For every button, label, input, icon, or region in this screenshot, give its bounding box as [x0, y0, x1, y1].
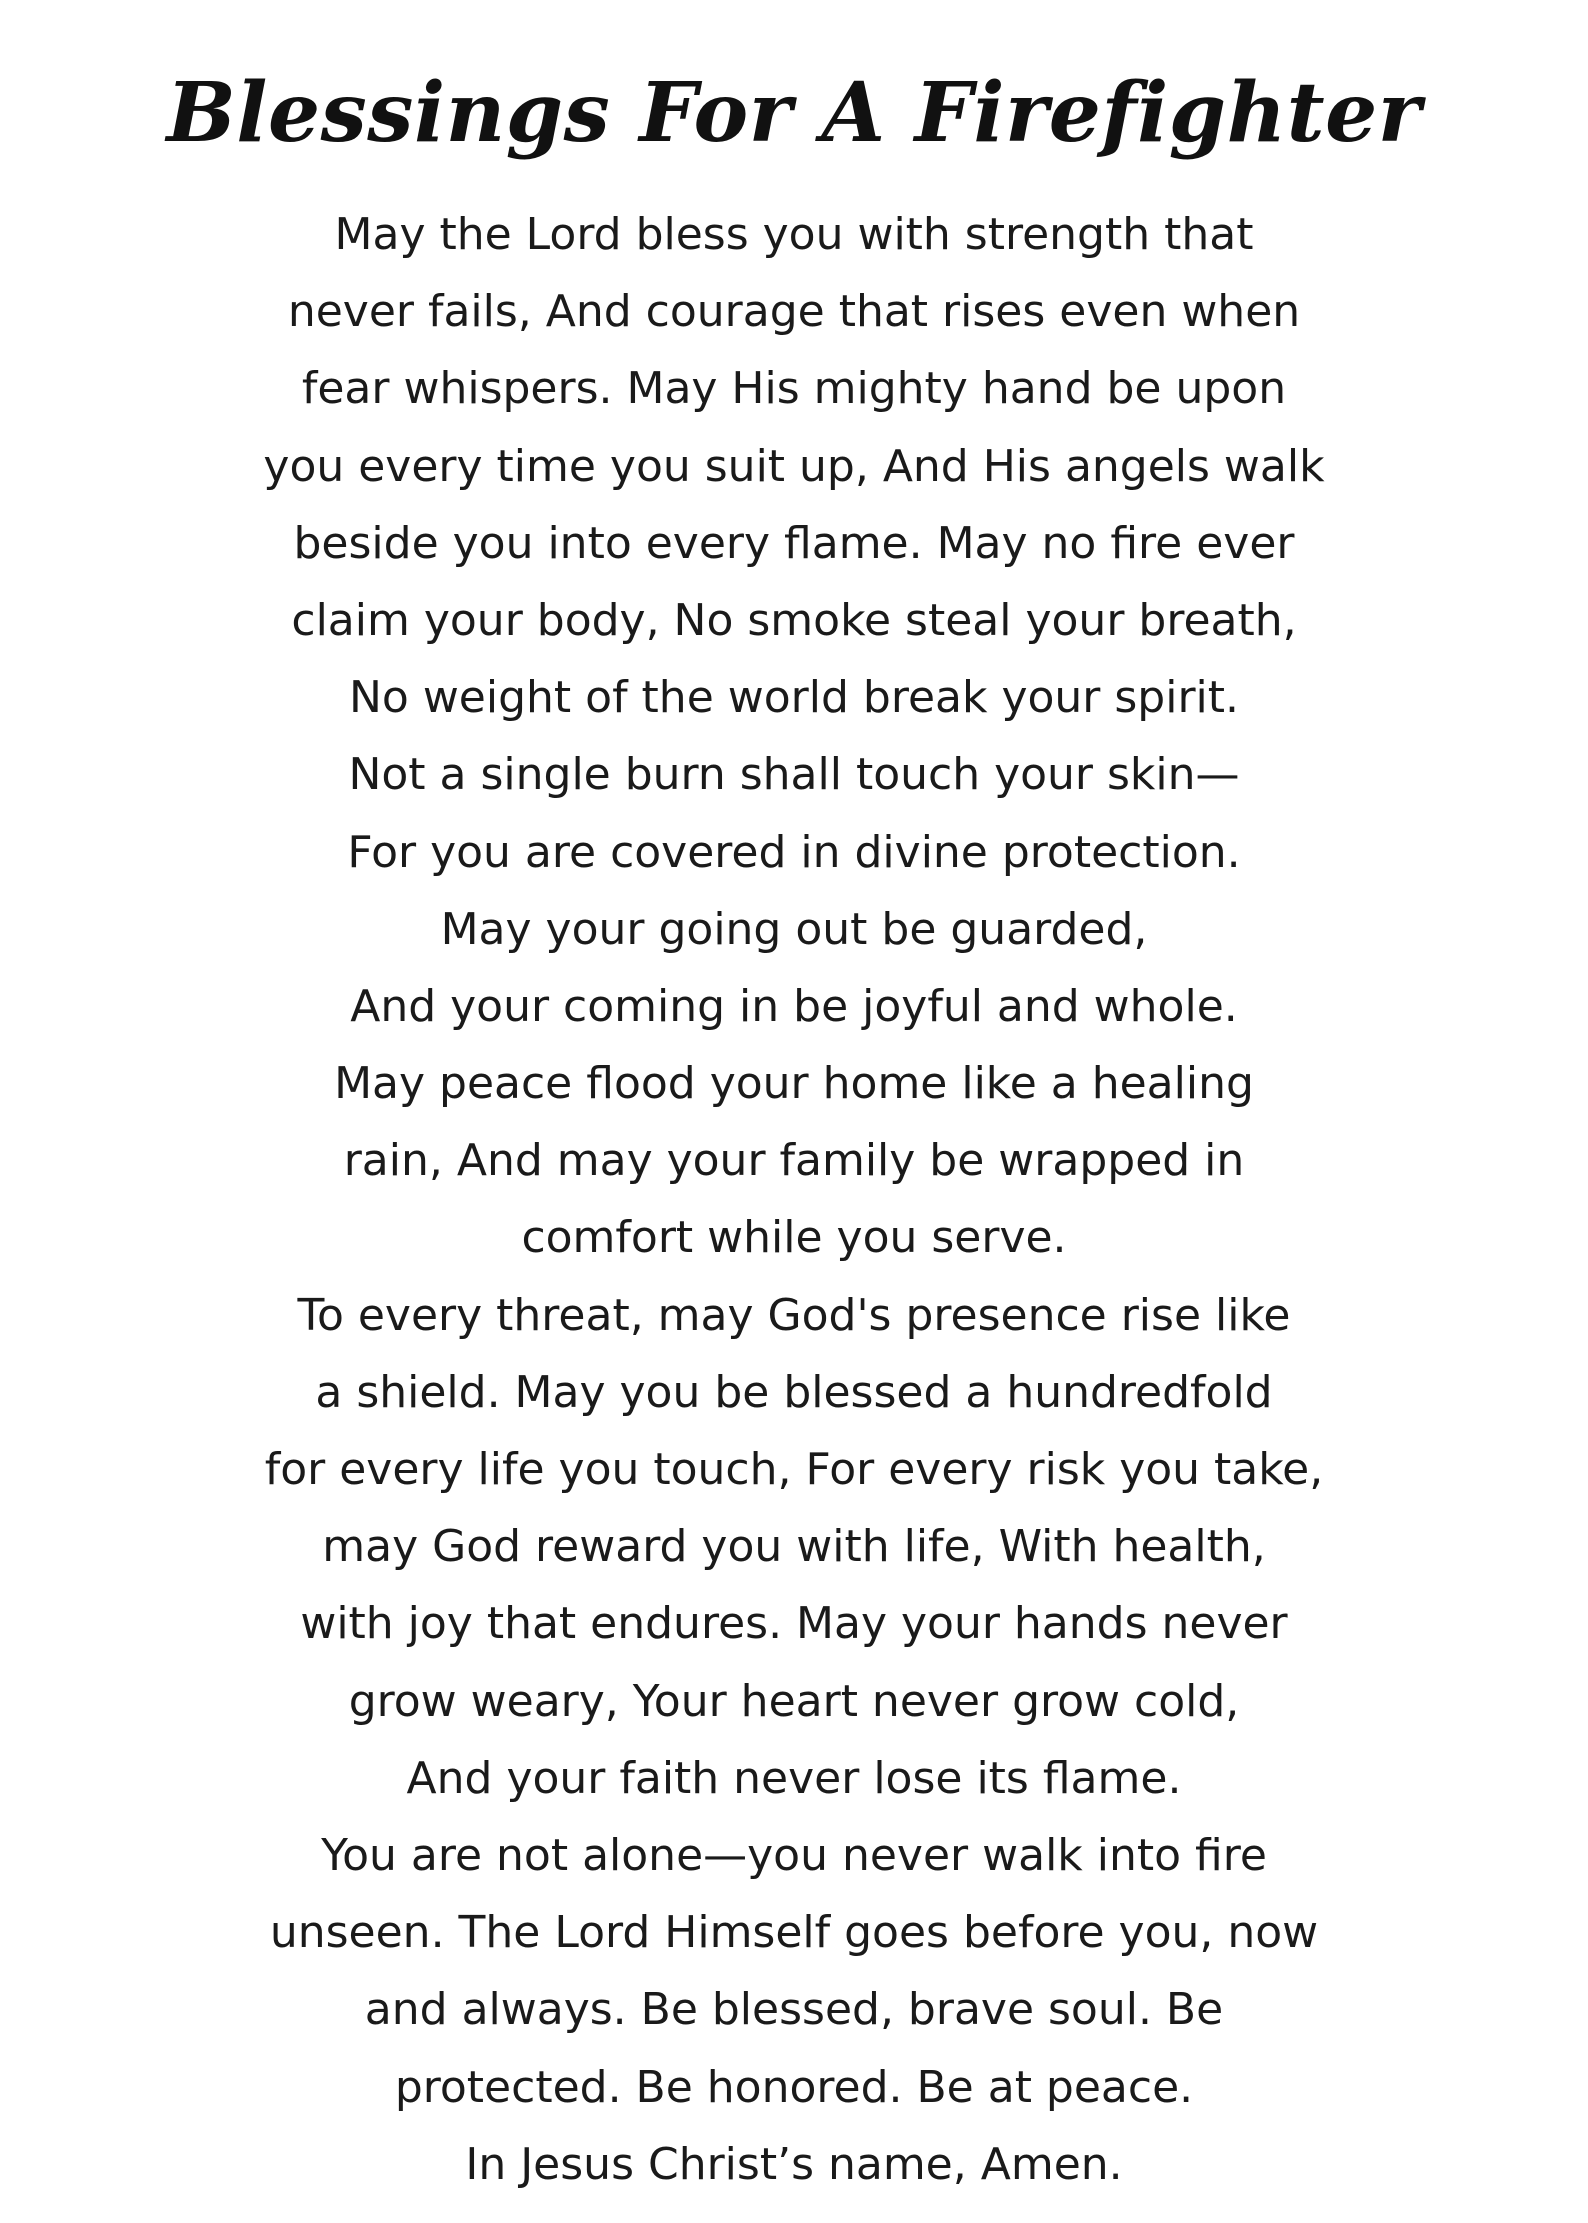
text-line-22: You are not alone—you never walk into fire: [321, 1829, 1267, 1881]
text-line-8: Not a single burn shall touch your skin—: [348, 749, 1240, 801]
page-title: Blessings For A Firefighter: [166, 65, 1422, 161]
text-line-3: fear whispers. May His mighty hand be upon: [301, 363, 1287, 415]
text-line-14: comfort while you serve.: [521, 1212, 1067, 1264]
text-line-1: May the Lord bless you with strength that: [334, 209, 1254, 260]
text-line-9: For you are covered in divine protection.: [347, 826, 1241, 878]
text-line-19: with joy that endures. May your hands never: [300, 1598, 1288, 1650]
text-line-17: for every life you touch, For every risk you take,: [264, 1444, 1324, 1495]
text-line-7: No weight of the world break your spirit.: [349, 672, 1239, 724]
text-line-21: And your faith never lose its flame.: [406, 1752, 1182, 1804]
text-line-26: In Jesus Christ’s name, Amen.: [465, 2138, 1123, 2190]
text-line-15: To every threat, may God's presence rise like: [297, 1289, 1291, 1341]
text-line-16: a shield. May you be blessed a hundredfold: [315, 1366, 1273, 1418]
blessing-text: [0, 196, 1588, 2203]
text-line-20: grow weary, Your heart never grow cold,: [348, 1675, 1240, 1727]
text-line-5: beside you into every flame. May no fire ever: [293, 517, 1295, 569]
text-line-13: rain, And may your family be wrapped in: [343, 1135, 1245, 1187]
text-line-24: and always. Be blessed, brave soul. Be: [364, 1984, 1224, 2036]
text-line-10: May your going out be guarded,: [440, 903, 1148, 955]
text-line-2: never fails, And courage that rises even when: [287, 286, 1301, 338]
text-line-23: unseen. The Lord Himself goes before you, now: [269, 1907, 1319, 1959]
text-line-6: claim your body, No smoke steal your breath,: [291, 594, 1297, 646]
text-line-18: may God reward you with life, With health,: [322, 1521, 1266, 1573]
text-line-4: you every time you suit up, And His angels walk: [263, 440, 1325, 492]
text-line-25: protected. Be honored. Be at peace.: [394, 2061, 1194, 2113]
text-line-12: May peace flood your home like a healing: [334, 1058, 1254, 1110]
text-line-11: And your coming in be joyful and whole.: [350, 980, 1238, 1032]
